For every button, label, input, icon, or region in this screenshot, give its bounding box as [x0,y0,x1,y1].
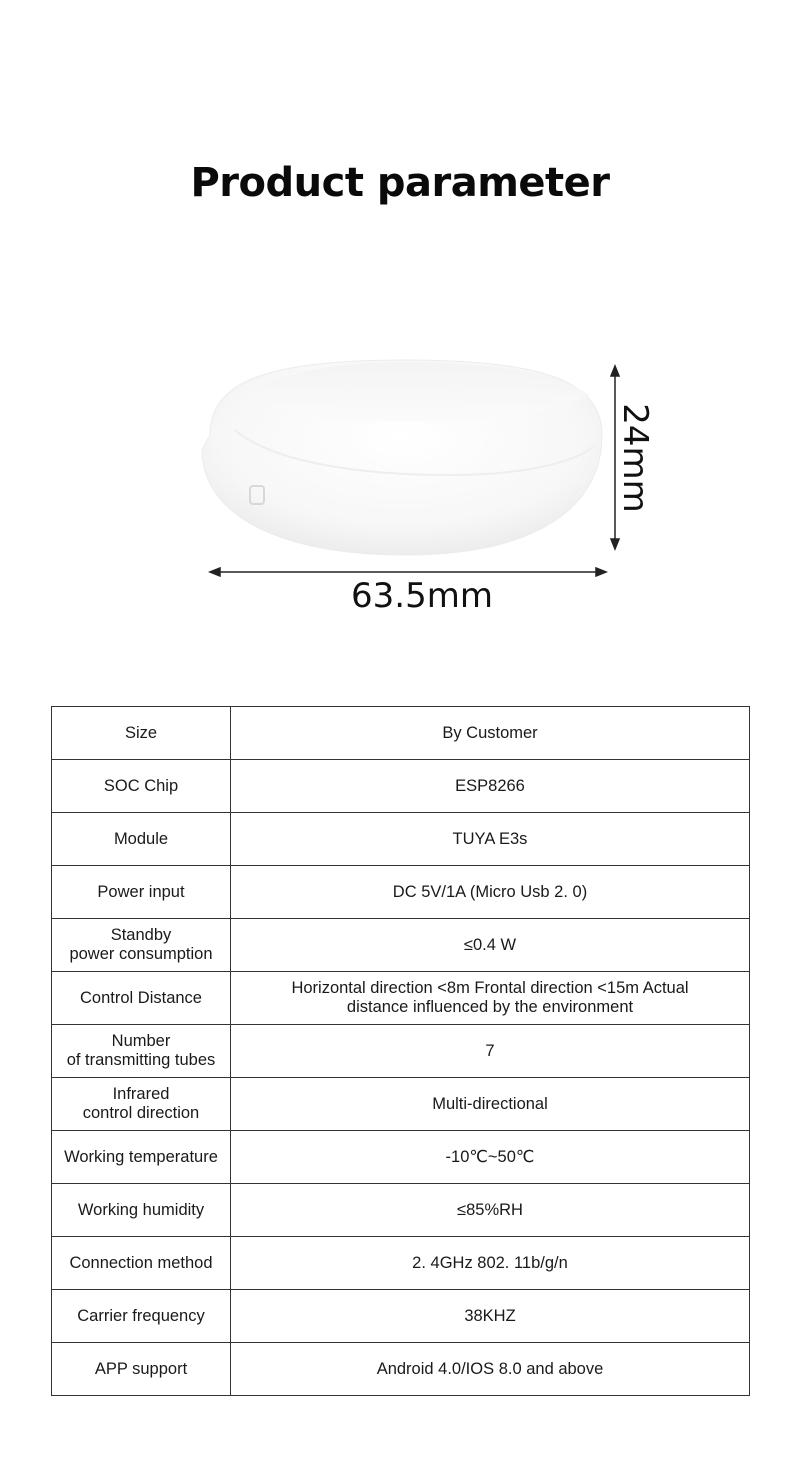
spec-value-cell [231,1025,750,1078]
spec-value-cell [231,866,750,919]
page-title: Product parameter [190,160,610,206]
spec-label: APP support [94,1359,188,1378]
spec-value: TUYA E3s [452,829,528,848]
spec-label: Infrared [112,1085,170,1103]
width-dimension-arrow [210,568,606,576]
height-dimension-label: 24mm [615,403,655,513]
spec-value-cell [231,972,750,1025]
spec-row [52,972,750,1025]
spec-value: ESP8266 [455,776,525,795]
spec-value: 7 [485,1041,495,1060]
spec-value-cell [231,707,750,760]
spec-label-cell [52,707,231,760]
spec-value: distance influenced by the environment [346,998,634,1016]
spec-label: control direction [82,1104,200,1122]
spec-row [52,1237,750,1290]
spec-label-cell [52,972,231,1025]
spec-row [52,866,750,919]
spec-label-cell [52,760,231,813]
spec-value: Android 4.0/IOS 8.0 and above [376,1359,604,1378]
spec-label: Connection method [69,1253,213,1272]
spec-value-cell [231,1290,750,1343]
spec-row [52,760,750,813]
spec-value: 38KHZ [464,1306,516,1325]
spec-row [52,919,750,972]
spec-value: DC 5V/1A (Micro Usb 2. 0) [392,882,588,901]
spec-label: of transmitting tubes [66,1051,216,1069]
spec-label: Control Distance [80,988,202,1007]
spec-value: ≤85%RH [457,1200,523,1219]
spec-label-cell [52,919,231,972]
spec-value: Horizontal direction <8m Frontal direction <15m Actual [291,979,689,997]
spec-value-cell [231,1131,750,1184]
spec-label: Power input [97,882,185,901]
spec-label-cell [52,1025,231,1078]
spec-label-cell [52,1184,231,1237]
spec-label: Working temperature [64,1147,218,1166]
spec-label-cell [52,813,231,866]
spec-value-cell [231,1237,750,1290]
spec-row [52,1078,750,1131]
spec-row [52,1131,750,1184]
spec-value: -10℃~50℃ [445,1147,535,1166]
spec-label: SOC Chip [103,776,179,795]
width-dimension-label: 63.5mm [351,576,493,616]
spec-value: ≤0.4 W [463,935,517,954]
spec-label: Standby [110,926,172,944]
spec-value-cell [231,760,750,813]
spec-row [52,813,750,866]
spec-label: Carrier frequency [77,1306,205,1325]
spec-label-cell [52,1078,231,1131]
spec-row [52,1184,750,1237]
spec-value-cell [231,919,750,972]
spec-row [52,1290,750,1343]
spec-value-cell [231,1184,750,1237]
spec-label-cell [52,1343,231,1396]
spec-label-cell [52,1290,231,1343]
spec-value: 2. 4GHz 802. 11b/g/n [412,1253,568,1272]
spec-value-cell [231,1343,750,1396]
spec-table [51,706,750,1396]
spec-label: Size [124,723,158,742]
spec-row [52,1025,750,1078]
spec-value-cell [231,813,750,866]
spec-label-cell [52,1237,231,1290]
spec-label: power consumption [69,945,213,963]
spec-label-cell [52,866,231,919]
spec-label: Module [113,829,169,848]
spec-value-cell [231,1078,750,1131]
spec-value: Multi-directional [432,1094,548,1113]
spec-value: By Customer [442,723,538,742]
spec-label: Number [111,1032,171,1050]
spec-row [52,1343,750,1396]
spec-row [52,707,750,760]
spec-label: Working humidity [77,1200,205,1219]
spec-label-cell [52,1131,231,1184]
